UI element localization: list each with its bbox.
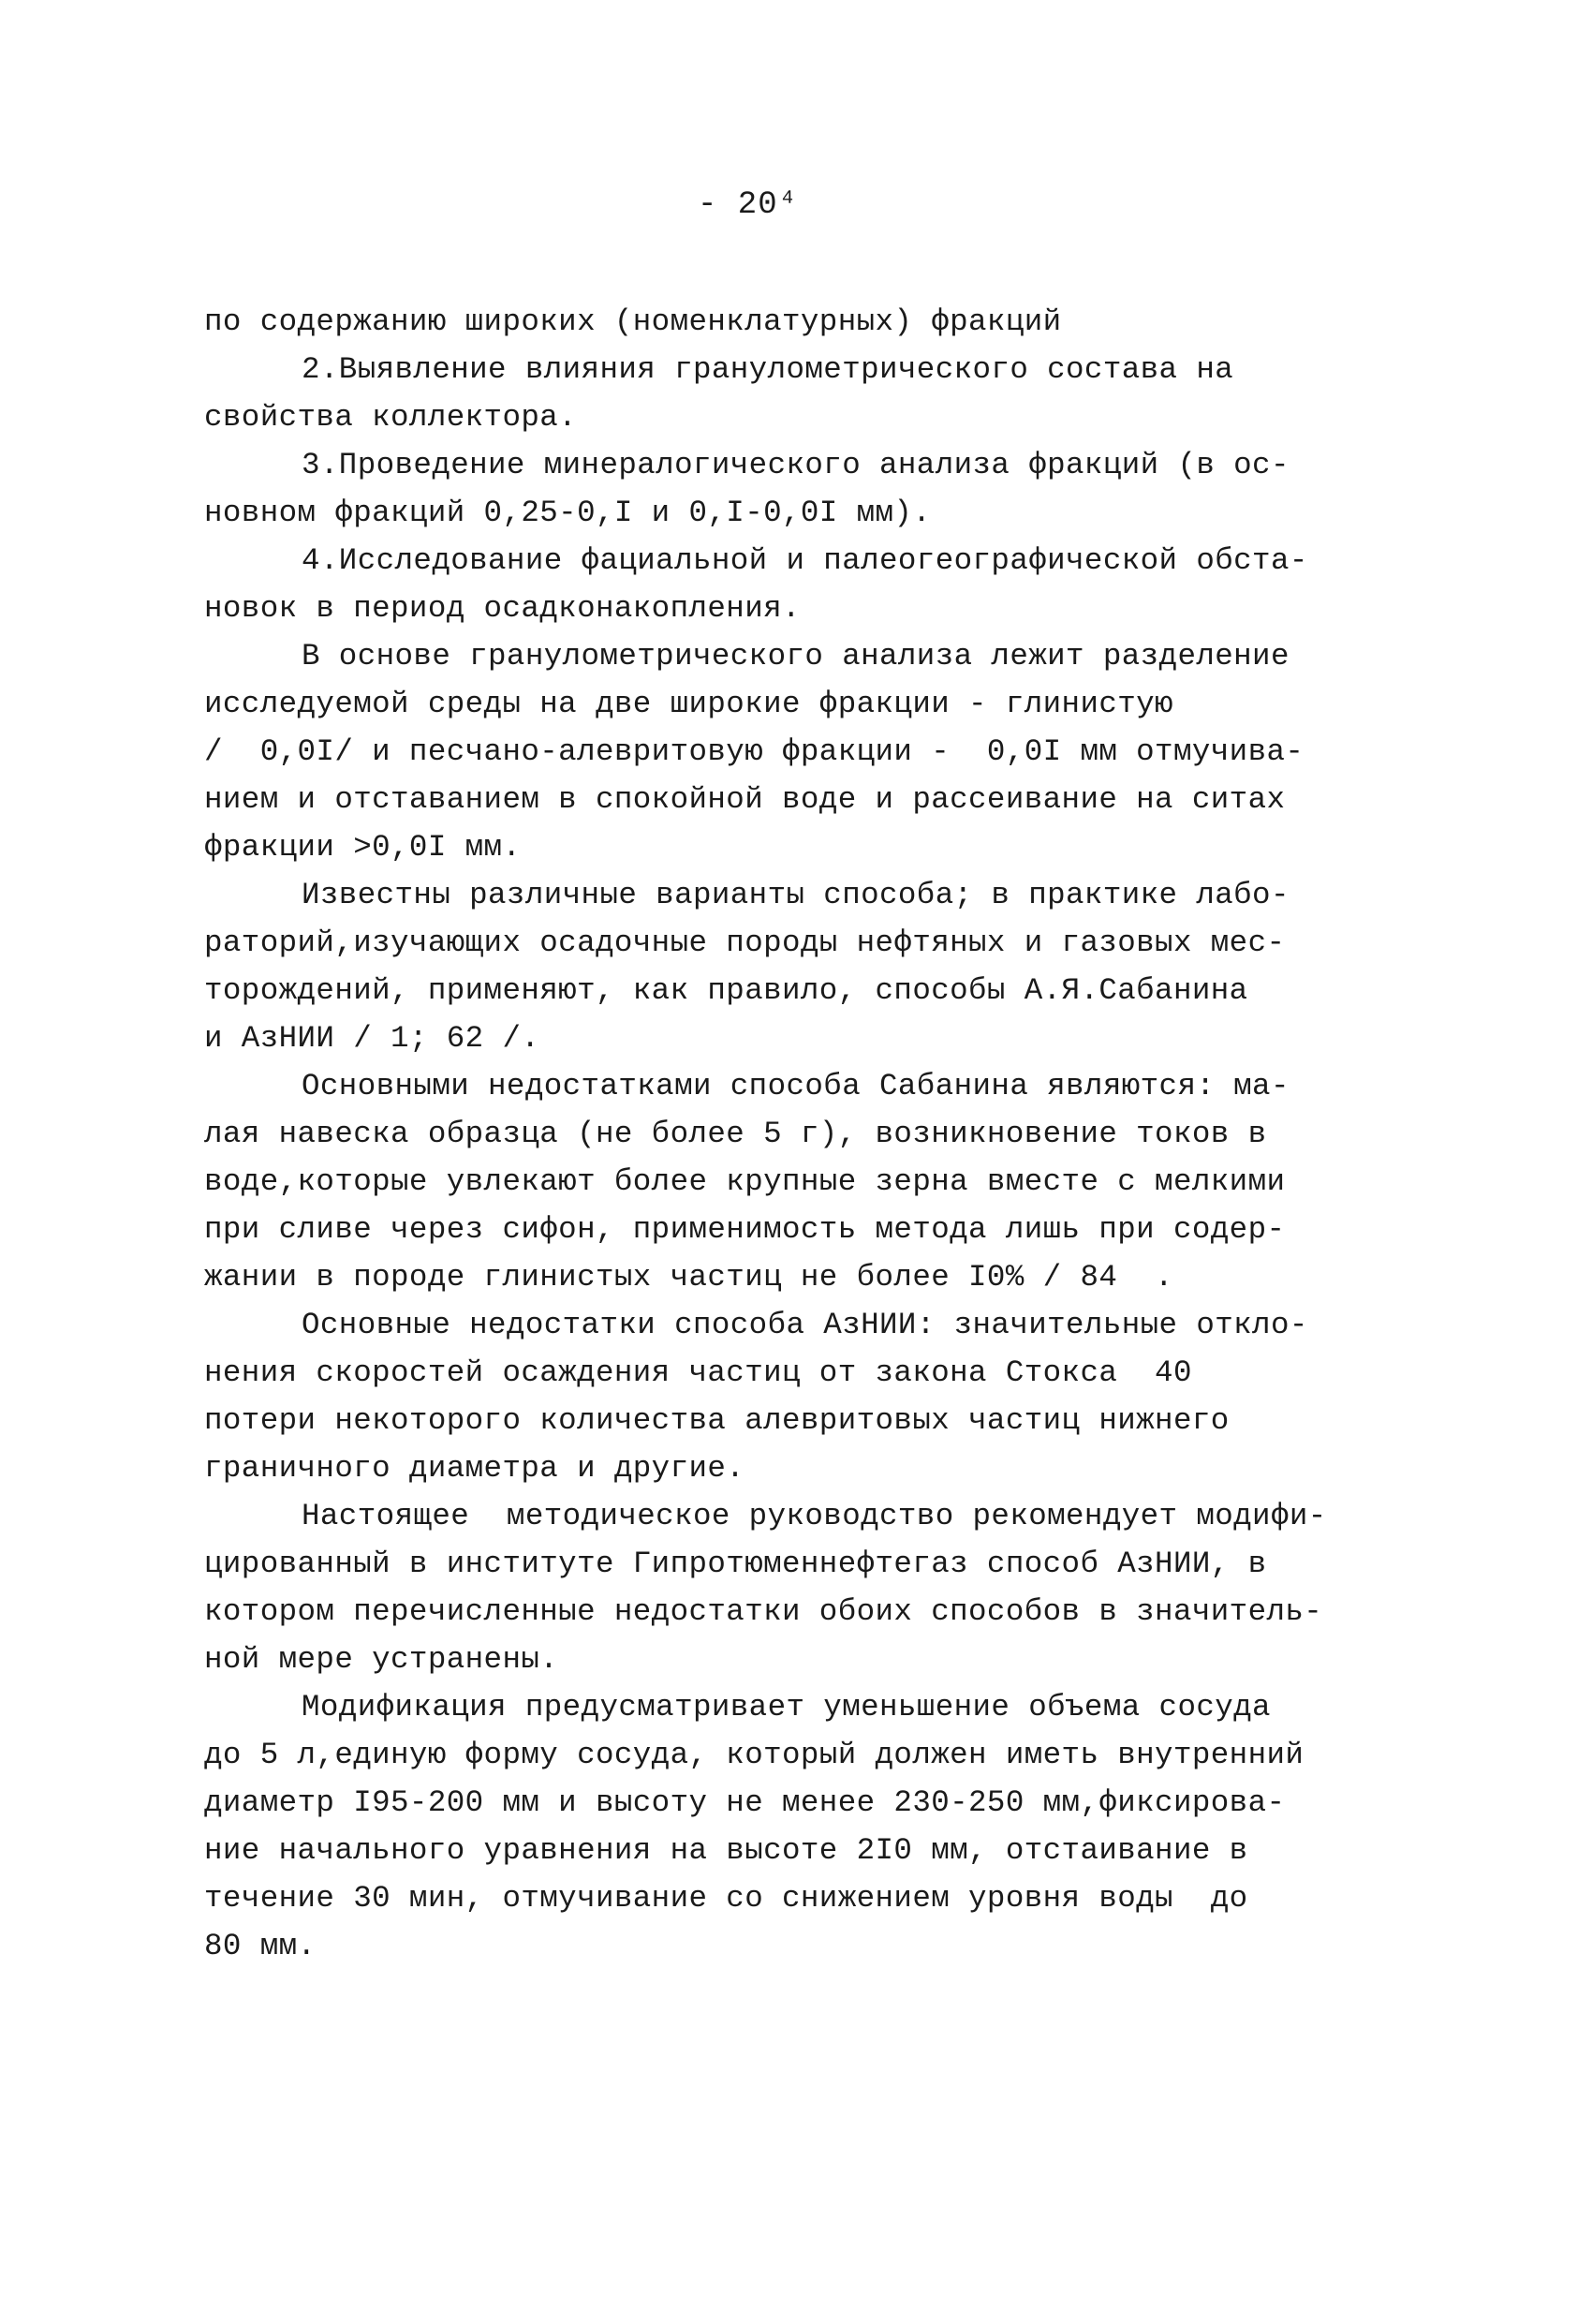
paragraph-start-line: 3.Проведение минералогического анализа фракций (в ос- — [302, 448, 1290, 482]
text-line: при сливе через сифон, применимость метода лишь при содер- — [204, 1212, 1286, 1247]
text-line: свойства коллектора. — [204, 400, 578, 435]
text-line-reference: нения скоростей осаждения частиц от закона Стокса 40 — [204, 1355, 1192, 1390]
text-line-reference: и АзНИИ / 1; 62 /. — [204, 1021, 540, 1056]
text-line: ной мере устранены. — [204, 1642, 559, 1677]
text-line: котором перечисленные недостатки обоих способов в значитель- — [204, 1594, 1323, 1629]
document-body — [204, 298, 1440, 1970]
paragraph-start-line: Известны различные варианты способа; в практике лабо- — [302, 878, 1290, 912]
paragraph-start-line: Модификация предусматривает уменьшение объема сосуда — [302, 1690, 1271, 1724]
text-line-reference: жании в породе глинистых частиц не более I0% / 84 . — [204, 1260, 1173, 1295]
paragraph-start-line: Настоящее методическое руководство рекомендует модифи- — [302, 1499, 1327, 1533]
paragraph-start-line: 4.Исследование фациальной и палеогеографической обста- — [302, 543, 1308, 578]
text-line: фракции >0,0I мм. — [204, 830, 522, 865]
text-line: исследуемой среды на две широкие фракции - глинистую — [204, 687, 1173, 721]
text-line: по содержанию широких (номенклатурных) фракций — [204, 304, 1062, 339]
paragraph-start-line: Основными недостатками способа Сабанина являются: ма- — [302, 1069, 1290, 1103]
text-line: до 5 л,единую форму сосуда, который должен иметь внутренний — [204, 1738, 1305, 1772]
text-line: диаметр I95-200 мм и высоту не менее 230-250 мм,фиксирова- — [204, 1785, 1286, 1820]
text-line: новном фракций 0,25-0,I и 0,I-0,0I мм). — [204, 496, 932, 530]
text-line: воде,которые увлекают более крупные зерна вместе с мелкими — [204, 1164, 1286, 1199]
paragraph-start-line: Основные недостатки способа АзНИИ: значительные откло- — [302, 1308, 1308, 1342]
text-line: лая навеска образца (не более 5 г), возникновение токов в — [204, 1117, 1267, 1151]
paragraph-start-line: 2.Выявление влияния гранулометрического состава на — [302, 352, 1234, 387]
text-line: цированный в институте Гипротюменнефтегаз способ АзНИИ, в — [204, 1547, 1267, 1581]
page-number: - 20⁴ — [698, 187, 799, 223]
text-line: торождений, применяют, как правило, способы А.Я.Сабанина — [204, 973, 1248, 1008]
text-line: течение 30 мин, отмучивание со снижением уровня воды до — [204, 1881, 1248, 1916]
paragraph-start-line: В основе гранулометрического анализа лежит разделение — [302, 639, 1290, 674]
text-line: нием и отставанием в спокойной воде и рассеивание на ситах — [204, 782, 1286, 817]
text-line: потери некоторого количества алевритовых частиц нижнего — [204, 1403, 1230, 1438]
text-line: / 0,0I/ и песчано-алевритовую фракции - 0,0I мм отмучива- — [204, 734, 1305, 769]
text-line: раторий,изучающих осадочные породы нефтяных и газовых мес- — [204, 925, 1286, 960]
text-line: 80 мм. — [204, 1929, 317, 1963]
text-line: граничного диаметра и другие. — [204, 1451, 745, 1486]
text-line: ние начального уравнения на высоте 2I0 мм, отстаивание в — [204, 1833, 1248, 1868]
text-line: новок в период осадконакопления. — [204, 591, 801, 626]
